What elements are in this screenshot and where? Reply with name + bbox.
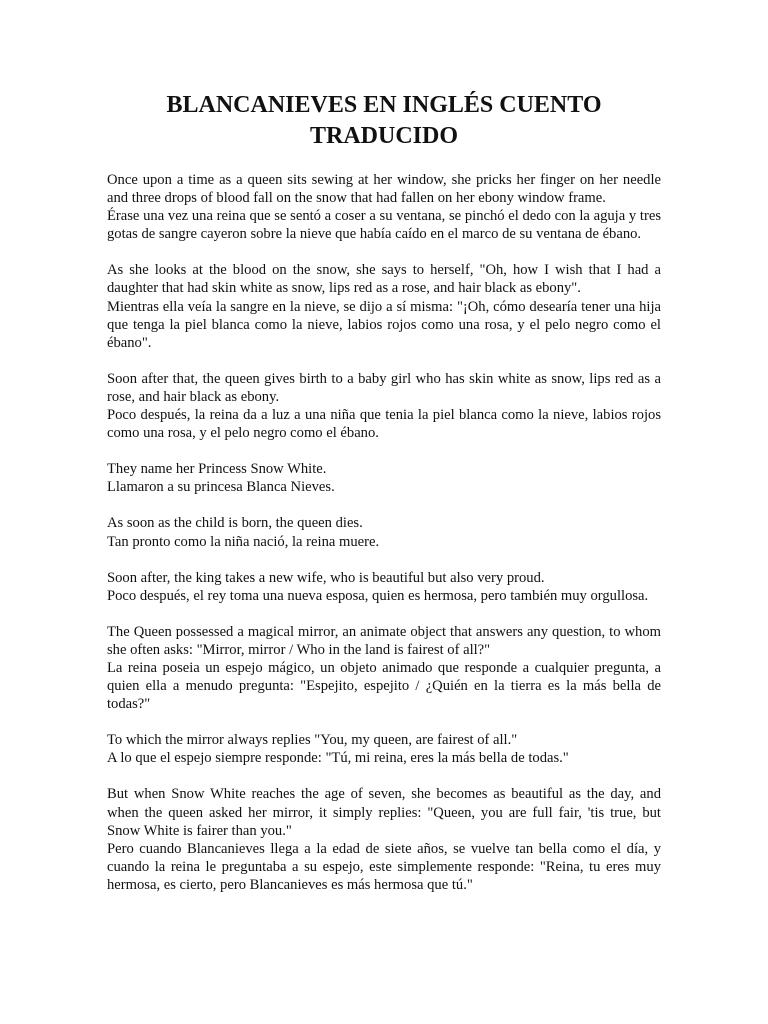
- paragraph-spanish: A lo que el espejo siempre responde: "Tú, mi reina, eres la más bella de todas.": [107, 750, 569, 767]
- paragraph-5: [107, 514, 661, 550]
- paragraph-9: [107, 785, 661, 894]
- paragraph-3: [107, 370, 661, 442]
- paragraph-english: Once upon a time as a queen sits sewing at her window, she pricks her finger on her needle and three drops of blood fall on the snow that had fallen on her ebony window frame.: [107, 172, 661, 207]
- paragraph-english: As soon as the child is born, the queen dies.: [107, 515, 363, 532]
- paragraph-english: Soon after, the king takes a new wife, who is beautiful but also very proud.: [107, 569, 545, 586]
- paragraph-7: [107, 623, 661, 713]
- paragraph-8: [107, 731, 661, 767]
- paragraph-spanish: Érase una vez una reina que se sentó a coser a su ventana, se pinchó el dedo con la aguja y tres gotas de sangre cayeron sobre la nieve que había caído en el marco de su ventana de ébano.: [107, 208, 661, 243]
- paragraph-spanish: Mientras ella veía la sangre en la nieve, se dijo a sí misma: "¡Oh, cómo desearía tener una hija que tenga la piel blanca como la nieve, labios rojos como una rosa, y el pelo negro como el ébano".: [107, 298, 661, 351]
- paragraph-spanish: Poco después, el rey toma una nueva esposa, quien es hermosa, pero también muy orgullosa.: [107, 587, 649, 604]
- paragraph-spanish: Tan pronto como la niña nació, la reina muere.: [107, 533, 380, 550]
- paragraph-english: To which the mirror always replies "You, my queen, are fairest of all.": [107, 732, 518, 749]
- title-line-1: BLANCANIEVES EN INGLÉS CUENTO: [166, 92, 602, 118]
- paragraph-english: They name her Princess Snow White.: [107, 461, 327, 478]
- paragraph-english: The Queen possessed a magical mirror, an animate object that answers any question, to whom she often asks: "Mirror, mirror / Who in the land is fairest of all?": [107, 623, 661, 658]
- paragraph-english: Soon after that, the queen gives birth to a baby girl who has skin white as snow, lips red as a rose, and hair black as ebony.: [107, 370, 661, 405]
- paragraph-spanish: Poco después, la reina da a luz a una niña que tenia la piel blanca como la nieve, labios rojos como una rosa, y el pelo negro como el ébano.: [107, 407, 661, 442]
- paragraph-english: As she looks at the blood on the snow, she says to herself, "Oh, how I wish that I had a daughter that had skin white as snow, lips red as a rose, and hair black as ebony".: [107, 262, 661, 297]
- paragraph-spanish: Pero cuando Blancanieves llega a la edad de siete años, se vuelve tan bella como el día, y cuando la reina le preguntaba a su espejo, este simplemente responde: "Reina, tu eres muy hermosa, es cierto, pero Blancanieves es más hermosa que tú.": [107, 840, 661, 893]
- document-page: [107, 90, 661, 912]
- paragraph-spanish: La reina poseia un espejo mágico, un objeto animado que responde a cualquier pregunta, a quien ella a menudo pregunta: "Espejito, espejito / ¿Quién en la tierra es la más bella de todas?": [107, 659, 661, 713]
- paragraph-spanish: Llamaron a su princesa Blanca Nieves.: [107, 479, 335, 496]
- title-line-2: TRADUCIDO: [309, 123, 458, 149]
- paragraph-1: [107, 171, 661, 243]
- document-title: [107, 90, 661, 152]
- paragraph-4: [107, 460, 661, 496]
- paragraph-6: [107, 569, 661, 605]
- paragraph-english: But when Snow White reaches the age of seven, she becomes as beautiful as the day, and when the queen asked her mirror, it simply replies: "Queen, you are full fair, 'tis true, but Snow White is fairer than you.": [107, 786, 661, 839]
- paragraph-2: [107, 261, 661, 351]
